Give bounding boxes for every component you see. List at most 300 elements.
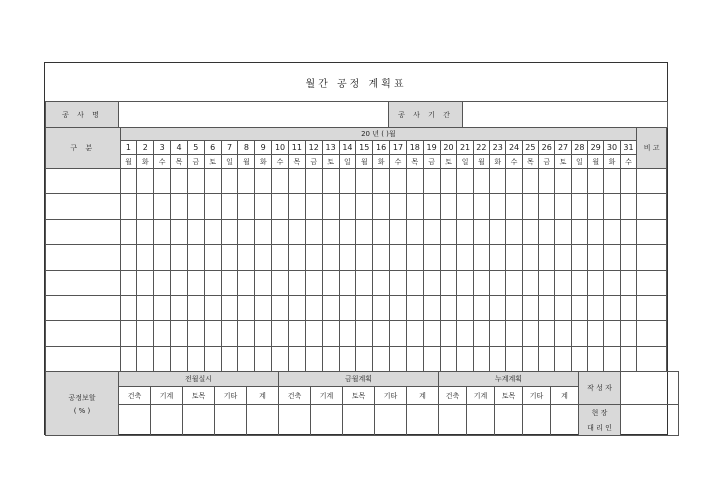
- day-cell[interactable]: [356, 219, 373, 244]
- day-cell[interactable]: [137, 346, 154, 371]
- day-cell[interactable]: [406, 245, 423, 270]
- day-cell[interactable]: [373, 321, 390, 346]
- progress-value-cell[interactable]: [407, 405, 439, 436]
- day-cell[interactable]: [272, 169, 289, 194]
- day-cell[interactable]: [473, 194, 489, 219]
- day-cell[interactable]: [473, 169, 489, 194]
- day-cell[interactable]: [322, 295, 339, 320]
- site-agent-field[interactable]: [621, 405, 679, 436]
- day-cell[interactable]: [571, 219, 587, 244]
- day-cell[interactable]: [620, 169, 637, 194]
- day-cell[interactable]: [473, 219, 489, 244]
- day-cell[interactable]: [423, 219, 440, 244]
- day-cell[interactable]: [539, 219, 555, 244]
- day-cell[interactable]: [539, 194, 555, 219]
- day-cell[interactable]: [238, 219, 255, 244]
- day-cell[interactable]: [406, 219, 423, 244]
- day-cell[interactable]: [473, 346, 489, 371]
- day-cell[interactable]: [356, 270, 373, 295]
- day-cell[interactable]: [305, 219, 322, 244]
- site-name-label: 공 사 명: [46, 102, 119, 128]
- day-cell[interactable]: [221, 270, 238, 295]
- remarks-cell[interactable]: [637, 169, 667, 194]
- day-cell[interactable]: [539, 295, 555, 320]
- day-cell[interactable]: [588, 169, 604, 194]
- day-cell[interactable]: [187, 270, 204, 295]
- day-cell[interactable]: [390, 346, 407, 371]
- day-cell[interactable]: [154, 295, 171, 320]
- day-cell[interactable]: [305, 270, 322, 295]
- day-cell[interactable]: [620, 219, 637, 244]
- day-cell[interactable]: [406, 169, 423, 194]
- day-cell[interactable]: [356, 194, 373, 219]
- progress-value-cell[interactable]: [311, 405, 343, 436]
- progress-value-cell[interactable]: [279, 405, 311, 436]
- day-cell[interactable]: [154, 321, 171, 346]
- day-cell[interactable]: [457, 245, 473, 270]
- day-cell[interactable]: [390, 295, 407, 320]
- day-cell[interactable]: [555, 346, 571, 371]
- progress-value-cell[interactable]: [183, 405, 215, 436]
- day-cell[interactable]: [204, 245, 221, 270]
- day-cell[interactable]: [406, 295, 423, 320]
- day-cell[interactable]: [457, 169, 473, 194]
- author-field[interactable]: [621, 372, 679, 405]
- day-cell[interactable]: [120, 295, 137, 320]
- day-cell[interactable]: [571, 169, 587, 194]
- day-cell[interactable]: [221, 219, 238, 244]
- day-cell[interactable]: [571, 245, 587, 270]
- day-cell[interactable]: [423, 270, 440, 295]
- day-cell[interactable]: [255, 194, 272, 219]
- day-cell[interactable]: [588, 245, 604, 270]
- row-label-cell[interactable]: [46, 295, 121, 320]
- day-cell[interactable]: [272, 321, 289, 346]
- day-cell[interactable]: [490, 321, 506, 346]
- day-cell[interactable]: [120, 194, 137, 219]
- day-cell[interactable]: [272, 270, 289, 295]
- day-cell[interactable]: [187, 321, 204, 346]
- day-cell[interactable]: [571, 194, 587, 219]
- day-cell[interactable]: [221, 245, 238, 270]
- remarks-cell[interactable]: [637, 295, 667, 320]
- day-cell[interactable]: [187, 194, 204, 219]
- day-cell[interactable]: [506, 346, 522, 371]
- day-cell[interactable]: [305, 321, 322, 346]
- day-cell[interactable]: [522, 194, 538, 219]
- day-cell[interactable]: [137, 295, 154, 320]
- day-cell[interactable]: [120, 346, 137, 371]
- day-cell[interactable]: [522, 219, 538, 244]
- day-cell[interactable]: [238, 270, 255, 295]
- day-cell[interactable]: [322, 169, 339, 194]
- progress-group-header: 전월실시: [119, 372, 279, 387]
- day-cell[interactable]: [620, 321, 637, 346]
- day-cell[interactable]: [171, 219, 188, 244]
- day-cell[interactable]: [440, 194, 457, 219]
- day-cell[interactable]: [406, 321, 423, 346]
- day-cell[interactable]: [440, 219, 457, 244]
- day-cell[interactable]: [604, 321, 620, 346]
- day-cell[interactable]: [506, 295, 522, 320]
- day-cell[interactable]: [154, 270, 171, 295]
- day-cell[interactable]: [272, 295, 289, 320]
- day-cell[interactable]: [137, 194, 154, 219]
- remarks-cell[interactable]: [637, 245, 667, 270]
- day-cell[interactable]: [238, 346, 255, 371]
- day-cell[interactable]: [238, 194, 255, 219]
- day-cell[interactable]: [604, 270, 620, 295]
- day-cell[interactable]: [288, 169, 305, 194]
- day-cell[interactable]: [339, 270, 356, 295]
- day-cell[interactable]: [522, 169, 538, 194]
- schedule-grid: [45, 127, 667, 372]
- day-cell[interactable]: [322, 321, 339, 346]
- day-cell[interactable]: [390, 270, 407, 295]
- day-cell[interactable]: [522, 321, 538, 346]
- day-cell[interactable]: [604, 346, 620, 371]
- day-cell[interactable]: [322, 219, 339, 244]
- day-cell[interactable]: [457, 346, 473, 371]
- weekday-label: 화: [255, 155, 272, 169]
- day-cell[interactable]: [171, 346, 188, 371]
- day-cell[interactable]: [390, 219, 407, 244]
- day-cell[interactable]: [423, 194, 440, 219]
- day-cell[interactable]: [588, 194, 604, 219]
- day-cell[interactable]: [356, 346, 373, 371]
- day-cell[interactable]: [506, 219, 522, 244]
- day-cell[interactable]: [555, 321, 571, 346]
- day-cell[interactable]: [604, 169, 620, 194]
- day-cell[interactable]: [473, 321, 489, 346]
- day-cell[interactable]: [171, 245, 188, 270]
- day-number: 5: [187, 141, 204, 155]
- day-cell[interactable]: [305, 295, 322, 320]
- day-cell[interactable]: [555, 295, 571, 320]
- day-cell[interactable]: [588, 321, 604, 346]
- day-cell[interactable]: [272, 245, 289, 270]
- progress-sub-header: 토목: [343, 387, 375, 405]
- day-cell[interactable]: [539, 245, 555, 270]
- day-cell[interactable]: [457, 321, 473, 346]
- day-cell[interactable]: [255, 169, 272, 194]
- day-cell[interactable]: [204, 295, 221, 320]
- day-cell[interactable]: [272, 346, 289, 371]
- day-cell[interactable]: [539, 169, 555, 194]
- day-cell[interactable]: [356, 169, 373, 194]
- day-cell[interactable]: [255, 346, 272, 371]
- day-cell[interactable]: [373, 270, 390, 295]
- day-cell[interactable]: [440, 321, 457, 346]
- remarks-cell[interactable]: [637, 321, 667, 346]
- day-cell[interactable]: [373, 169, 390, 194]
- day-cell[interactable]: [604, 245, 620, 270]
- weekday-label: 금: [539, 155, 555, 169]
- weekday-label: 토: [322, 155, 339, 169]
- day-cell[interactable]: [255, 270, 272, 295]
- progress-value-cell[interactable]: [375, 405, 407, 436]
- day-cell[interactable]: [555, 194, 571, 219]
- day-cell[interactable]: [154, 169, 171, 194]
- day-cell[interactable]: [137, 169, 154, 194]
- day-cell[interactable]: [604, 194, 620, 219]
- day-cell[interactable]: [522, 245, 538, 270]
- period-field[interactable]: [463, 102, 668, 128]
- progress-value-cell[interactable]: [467, 405, 495, 436]
- day-cell[interactable]: [288, 321, 305, 346]
- day-cell[interactable]: [288, 219, 305, 244]
- day-cell[interactable]: [506, 194, 522, 219]
- day-cell[interactable]: [539, 270, 555, 295]
- day-cell[interactable]: [339, 194, 356, 219]
- day-cell[interactable]: [440, 270, 457, 295]
- day-cell[interactable]: [440, 346, 457, 371]
- day-cell[interactable]: [571, 321, 587, 346]
- day-cell[interactable]: [171, 321, 188, 346]
- day-cell[interactable]: [423, 245, 440, 270]
- day-cell[interactable]: [238, 295, 255, 320]
- day-cell[interactable]: [473, 295, 489, 320]
- day-cell[interactable]: [539, 346, 555, 371]
- day-cell[interactable]: [305, 194, 322, 219]
- day-cell[interactable]: [457, 194, 473, 219]
- day-cell[interactable]: [120, 270, 137, 295]
- site-agent-label-line2: 대 리 인: [587, 423, 612, 432]
- day-cell[interactable]: [255, 245, 272, 270]
- day-cell[interactable]: [154, 245, 171, 270]
- row-label-cell[interactable]: [46, 219, 121, 244]
- row-label-cell[interactable]: [46, 346, 121, 371]
- remarks-cell[interactable]: [637, 270, 667, 295]
- day-cell[interactable]: [137, 270, 154, 295]
- day-cell[interactable]: [154, 219, 171, 244]
- day-cell[interactable]: [171, 295, 188, 320]
- day-cell[interactable]: [539, 321, 555, 346]
- row-label-cell[interactable]: [46, 194, 121, 219]
- day-cell[interactable]: [272, 194, 289, 219]
- day-cell[interactable]: [373, 194, 390, 219]
- day-cell[interactable]: [322, 270, 339, 295]
- day-cell[interactable]: [187, 295, 204, 320]
- remarks-cell[interactable]: [637, 219, 667, 244]
- day-cell[interactable]: [255, 295, 272, 320]
- weekday-label: 일: [339, 155, 356, 169]
- day-cell[interactable]: [339, 346, 356, 371]
- remarks-cell[interactable]: [637, 346, 667, 371]
- day-cell[interactable]: [588, 270, 604, 295]
- day-cell[interactable]: [120, 169, 137, 194]
- day-cell[interactable]: [137, 321, 154, 346]
- day-cell[interactable]: [221, 194, 238, 219]
- day-cell[interactable]: [322, 194, 339, 219]
- progress-value-cell[interactable]: [119, 405, 151, 436]
- row-label-cell[interactable]: [46, 270, 121, 295]
- day-cell[interactable]: [473, 245, 489, 270]
- day-cell[interactable]: [440, 295, 457, 320]
- day-cell[interactable]: [390, 321, 407, 346]
- day-cell[interactable]: [620, 245, 637, 270]
- day-cell[interactable]: [288, 194, 305, 219]
- progress-value-cell[interactable]: [151, 405, 183, 436]
- day-cell[interactable]: [423, 295, 440, 320]
- day-cell[interactable]: [373, 245, 390, 270]
- day-cell[interactable]: [187, 346, 204, 371]
- progress-value-cell[interactable]: [247, 405, 279, 436]
- day-cell[interactable]: [588, 219, 604, 244]
- day-cell[interactable]: [221, 321, 238, 346]
- day-cell[interactable]: [171, 270, 188, 295]
- day-cell[interactable]: [221, 346, 238, 371]
- day-cell[interactable]: [620, 295, 637, 320]
- day-cell[interactable]: [522, 295, 538, 320]
- progress-sub-header: 건축: [279, 387, 311, 405]
- day-cell[interactable]: [221, 295, 238, 320]
- day-cell[interactable]: [187, 219, 204, 244]
- day-cell[interactable]: [120, 245, 137, 270]
- day-cell[interactable]: [506, 245, 522, 270]
- day-cell[interactable]: [356, 245, 373, 270]
- progress-value-cell[interactable]: [523, 405, 551, 436]
- remarks-cell[interactable]: [637, 194, 667, 219]
- day-cell[interactable]: [555, 169, 571, 194]
- row-label-cell[interactable]: [46, 245, 121, 270]
- day-cell[interactable]: [187, 169, 204, 194]
- day-cell[interactable]: [457, 219, 473, 244]
- site-name-field[interactable]: [119, 102, 389, 128]
- day-cell[interactable]: [373, 295, 390, 320]
- day-cell[interactable]: [305, 346, 322, 371]
- day-cell[interactable]: [204, 194, 221, 219]
- day-cell[interactable]: [490, 295, 506, 320]
- day-cell[interactable]: [322, 346, 339, 371]
- day-cell[interactable]: [571, 295, 587, 320]
- progress-value-cell[interactable]: [343, 405, 375, 436]
- day-cell[interactable]: [522, 270, 538, 295]
- day-cell[interactable]: [423, 169, 440, 194]
- row-label-cell[interactable]: [46, 321, 121, 346]
- day-cell[interactable]: [204, 219, 221, 244]
- day-cell[interactable]: [620, 194, 637, 219]
- day-cell[interactable]: [490, 270, 506, 295]
- day-cell[interactable]: [120, 219, 137, 244]
- day-cell[interactable]: [339, 295, 356, 320]
- progress-value-cell[interactable]: [439, 405, 467, 436]
- day-cell[interactable]: [490, 194, 506, 219]
- day-cell[interactable]: [137, 245, 154, 270]
- day-cell[interactable]: [238, 169, 255, 194]
- day-cell[interactable]: [571, 346, 587, 371]
- day-cell[interactable]: [490, 346, 506, 371]
- day-cell[interactable]: [522, 346, 538, 371]
- day-cell[interactable]: [506, 169, 522, 194]
- day-cell[interactable]: [339, 169, 356, 194]
- day-cell[interactable]: [339, 219, 356, 244]
- day-cell[interactable]: [390, 245, 407, 270]
- day-cell[interactable]: [322, 245, 339, 270]
- day-cell[interactable]: [356, 321, 373, 346]
- day-cell[interactable]: [204, 346, 221, 371]
- day-cell[interactable]: [490, 169, 506, 194]
- day-cell[interactable]: [305, 245, 322, 270]
- day-cell[interactable]: [423, 321, 440, 346]
- day-cell[interactable]: [373, 346, 390, 371]
- progress-rate-label-line1: 공정보할: [68, 393, 96, 402]
- day-cell[interactable]: [604, 219, 620, 244]
- day-number: 9: [255, 141, 272, 155]
- day-cell[interactable]: [406, 346, 423, 371]
- day-cell[interactable]: [490, 245, 506, 270]
- day-cell[interactable]: [204, 270, 221, 295]
- day-cell[interactable]: [154, 194, 171, 219]
- day-cell[interactable]: [339, 321, 356, 346]
- progress-sub-header: 토목: [495, 387, 523, 405]
- day-cell[interactable]: [272, 219, 289, 244]
- day-cell[interactable]: [255, 321, 272, 346]
- day-cell[interactable]: [187, 245, 204, 270]
- day-cell[interactable]: [457, 270, 473, 295]
- day-cell[interactable]: [288, 270, 305, 295]
- day-cell[interactable]: [137, 219, 154, 244]
- day-cell[interactable]: [238, 245, 255, 270]
- day-cell[interactable]: [373, 219, 390, 244]
- day-cell[interactable]: [440, 245, 457, 270]
- day-cell[interactable]: [171, 169, 188, 194]
- day-cell[interactable]: [571, 270, 587, 295]
- day-cell[interactable]: [620, 346, 637, 371]
- day-cell[interactable]: [506, 270, 522, 295]
- day-cell[interactable]: [490, 219, 506, 244]
- day-cell[interactable]: [288, 245, 305, 270]
- day-number: 23: [490, 141, 506, 155]
- day-cell[interactable]: [604, 295, 620, 320]
- day-cell[interactable]: [506, 321, 522, 346]
- day-cell[interactable]: [204, 169, 221, 194]
- day-cell[interactable]: [238, 321, 255, 346]
- day-cell[interactable]: [406, 270, 423, 295]
- day-cell[interactable]: [440, 169, 457, 194]
- day-cell[interactable]: [390, 169, 407, 194]
- day-cell[interactable]: [457, 295, 473, 320]
- progress-value-cell[interactable]: [551, 405, 579, 436]
- day-cell[interactable]: [588, 295, 604, 320]
- day-cell[interactable]: [390, 194, 407, 219]
- day-cell[interactable]: [120, 321, 137, 346]
- day-cell[interactable]: [171, 194, 188, 219]
- day-cell[interactable]: [255, 219, 272, 244]
- day-cell[interactable]: [555, 245, 571, 270]
- day-cell[interactable]: [339, 245, 356, 270]
- day-cell[interactable]: [356, 295, 373, 320]
- row-label-cell[interactable]: [46, 169, 121, 194]
- progress-value-cell[interactable]: [495, 405, 523, 436]
- day-cell[interactable]: [154, 346, 171, 371]
- info-table: [45, 101, 668, 128]
- site-agent-label: [579, 405, 621, 436]
- progress-value-cell[interactable]: [215, 405, 247, 436]
- day-cell[interactable]: [620, 270, 637, 295]
- day-cell[interactable]: [305, 169, 322, 194]
- day-cell[interactable]: [288, 346, 305, 371]
- day-cell[interactable]: [473, 270, 489, 295]
- day-cell[interactable]: [555, 270, 571, 295]
- day-cell[interactable]: [288, 295, 305, 320]
- day-cell[interactable]: [204, 321, 221, 346]
- day-cell[interactable]: [555, 219, 571, 244]
- day-cell[interactable]: [406, 194, 423, 219]
- day-cell[interactable]: [423, 346, 440, 371]
- day-cell[interactable]: [221, 169, 238, 194]
- day-cell[interactable]: [588, 346, 604, 371]
